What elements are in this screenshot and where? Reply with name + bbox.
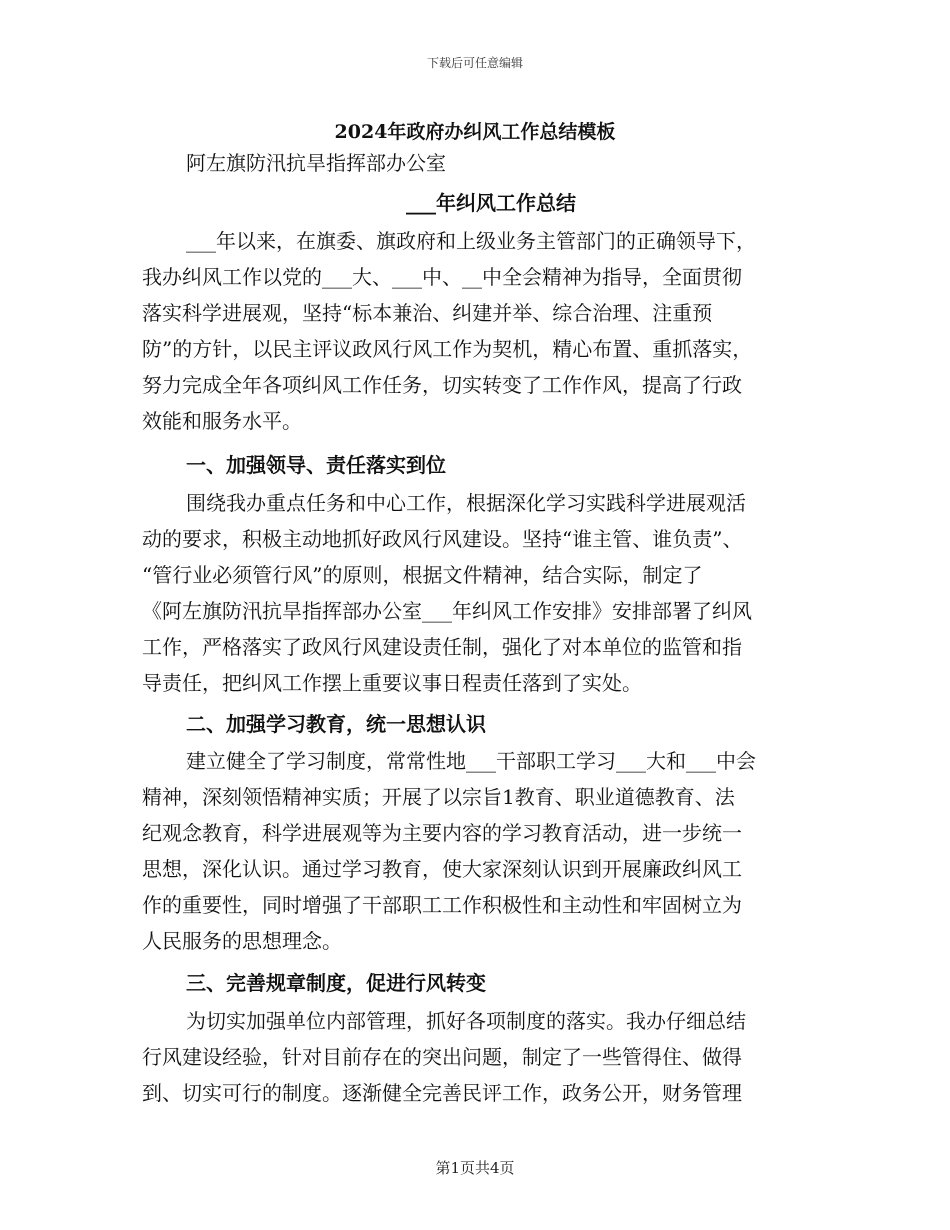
body-line-issuer: 阿左旗防汛抗旱指挥部办公室 [186, 151, 446, 175]
body-line: 导责任，把纠风工作摆上重要议事日程责任落到了实处。 [142, 671, 642, 695]
body-line: 我办纠风工作以党的___大、___中、__中全会精神为指导，全面贯彻 [142, 265, 742, 289]
body-line: 建立健全了学习制度，常常性地___干部职工学习___大和___中会 [186, 749, 756, 773]
body-line: 作的重要性，同时增强了干部职工工作积极性和主动性和牢固树立为 [142, 893, 742, 917]
section-heading-3: 三、完善规章制度，促进行风转变 [186, 971, 486, 995]
body-line: 为切实加强单位内部管理，抓好各项制度的落实。我办仔细总结 [186, 1009, 746, 1033]
body-line: 人民服务的思想理念。 [142, 929, 342, 953]
header-note: 下载后可任意编辑 [426, 56, 523, 70]
body-line: 努力完成全年各项纠风工作任务，切实转变了工作作风，提高了行政 [142, 373, 742, 397]
body-line: 防”的方针，以民主评议政风行风工作为契机，精心布置、重抓落实， [142, 337, 753, 361]
body-line: 行风建设经验，针对目前存在的突出问题，制定了一些管得住、做得 [142, 1045, 742, 1069]
body-line: 纪观念教育，科学进展观等为主要内容的学习教育活动，进一步统一 [142, 821, 742, 845]
body-line: “管行业必须管行风”的原则，根据文件精神，结合实际，制定了 [142, 563, 703, 587]
body-line: 《阿左旗防汛抗旱指挥部办公室___年纠风工作安排》安排部署了纠风 [142, 599, 752, 623]
document-title: 2024年政府办纠风工作总结模板 [334, 121, 616, 143]
body-line: ___年以来，在旗委、旗政府和上级业务主管部门的正确领导下， [186, 229, 756, 253]
body-line: 精神，深刻领悟精神实质；开展了以宗旨1教育、职业道德教育、法 [142, 785, 735, 809]
body-line: 效能和服务水平。 [142, 409, 302, 433]
body-line: 围绕我办重点任务和中心工作，根据深化学习实践科学进展观活 [186, 491, 746, 515]
body-line: 思想，深化认识。通过学习教育，使大家深刻认识到开展廉政纠风工 [142, 857, 742, 881]
section-heading-1: 一、加强领导、责任落实到位 [186, 453, 446, 477]
body-line-subtitle: ___年纠风工作总结 [406, 191, 576, 215]
body-line: 动的要求，积极主动地抓好政风行风建设。坚持“谁主管、谁负责”、 [142, 527, 743, 551]
body-line: 工作，严格落实了政风行风建设责任制，强化了对本单位的监管和指 [142, 635, 742, 659]
body-line: 落实科学进展观，坚持“标本兼治、纠建并举、综合治理、注重预 [142, 301, 713, 325]
body-line: 到、切实可行的制度。逐渐健全完善民评工作，政务公开，财务管理 [142, 1081, 742, 1105]
section-heading-2: 二、加强学习教育，统一思想认识 [186, 712, 486, 736]
page-footer: 第1页共4页 [435, 1159, 515, 1177]
